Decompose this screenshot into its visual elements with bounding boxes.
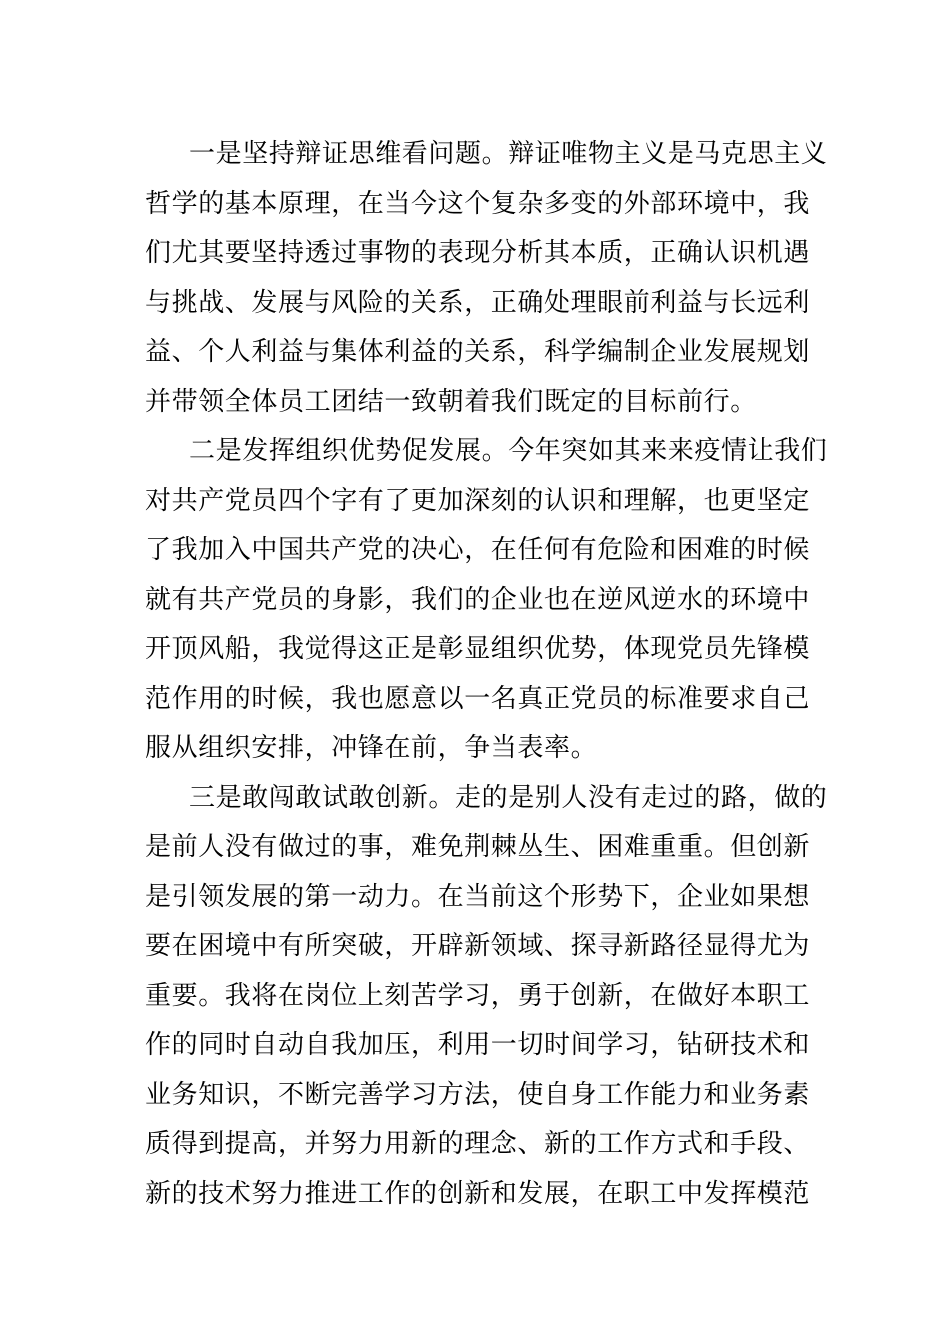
text-line: 就有共产党员的身影，我们的企业也在逆风逆水的环境中 bbox=[145, 584, 811, 615]
text-line: 了我加入中国共产党的决心，在任何有危险和困难的时候 bbox=[145, 535, 811, 565]
text-line: 要在困境中有所突破，开辟新领域、探寻新路径显得尤为 bbox=[145, 931, 811, 961]
text-line: 业务知识，不断完善学习方法，使自身工作能力和业务素 bbox=[145, 1079, 811, 1110]
text-line: 哲学的基本原理，在当今这个复杂多变的外部环境中，我 bbox=[145, 188, 811, 219]
text-line: 重要。我将在岗位上刻苦学习，勇于创新，在做好本职工 bbox=[145, 980, 811, 1011]
text-line: 是引领发展的第一动力。在当前这个形势下，企业如果想 bbox=[145, 881, 811, 912]
text-line: 二是发挥组织优势促发展。今年突如其来来疫情让我们 bbox=[189, 436, 828, 466]
text-line: 并带领全体员工团结一致朝着我们既定的目标前行。 bbox=[145, 386, 757, 417]
document-body bbox=[145, 130, 828, 1219]
text-line: 们尤其要坚持透过事物的表现分析其本质，正确认识机遇 bbox=[145, 238, 811, 268]
text-line: 新的技术努力推进工作的创新和发展，在职工中发挥模范 bbox=[145, 1178, 811, 1209]
text-line: 范作用的时候，我也愿意以一名真正党员的标准要求自己 bbox=[145, 683, 811, 714]
text-line: 质得到提高，并努力用新的理念、新的工作方式和手段、 bbox=[145, 1129, 811, 1159]
paragraph-3 bbox=[145, 774, 828, 1220]
text-line: 与挑战、发展与风险的关系，正确处理眼前利益与长远利 bbox=[145, 287, 811, 318]
text-line: 对共产党员四个字有了更加深刻的认识和理解，也更坚定 bbox=[145, 485, 811, 516]
text-line: 服从组织安排，冲锋在前，争当表率。 bbox=[145, 733, 598, 763]
text-line: 一是坚持辩证思维看问题。辩证唯物主义是马克思主义 bbox=[189, 139, 828, 169]
text-line: 作的同时自动自我加压，利用一切时间学习，钻研技术和 bbox=[145, 1030, 811, 1060]
paragraph-2 bbox=[145, 427, 828, 774]
text-line: 开顶风船，我觉得这正是彰显组织优势，体现党员先锋模 bbox=[145, 634, 811, 664]
paragraph-1 bbox=[145, 130, 828, 427]
text-line: 益、个人利益与集体利益的关系，科学编制企业发展规划 bbox=[145, 337, 811, 367]
text-line: 是前人没有做过的事，难免荆棘丛生、困难重重。但创新 bbox=[145, 832, 811, 862]
text-line: 三是敢闯敢试敢创新。走的是别人没有走过的路，做的 bbox=[189, 782, 828, 813]
